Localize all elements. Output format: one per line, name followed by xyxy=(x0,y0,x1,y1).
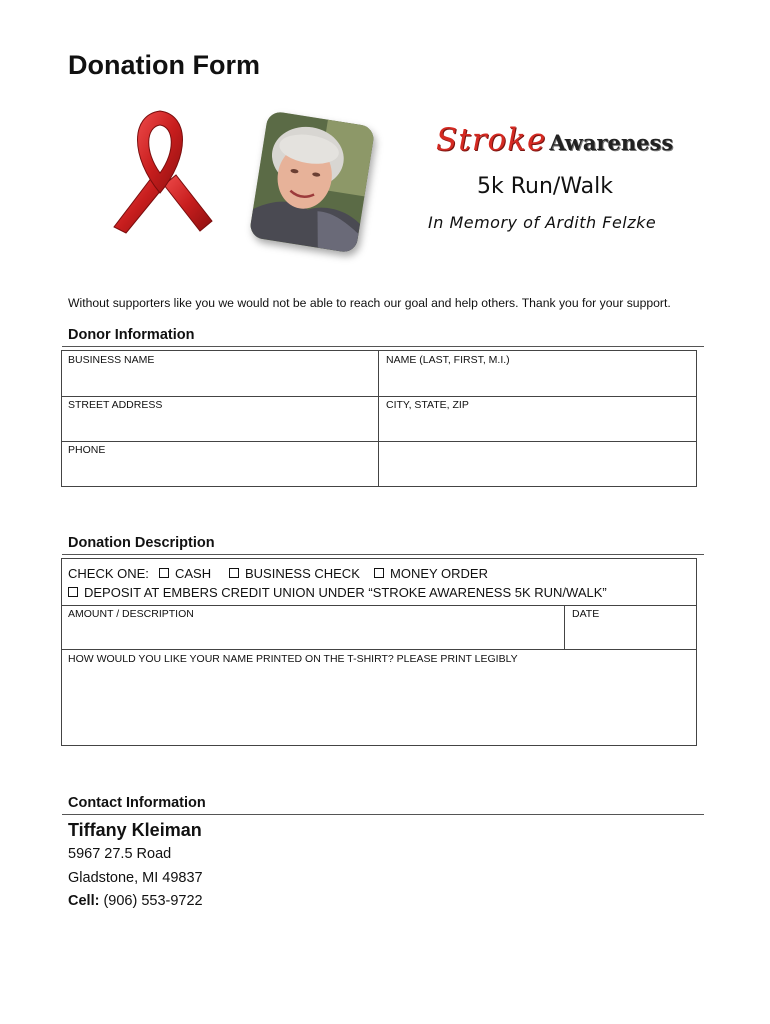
page-title: Donation Form xyxy=(68,50,260,80)
donation-table-row-divider xyxy=(62,649,696,650)
street-address-field[interactable]: STREET ADDRESS xyxy=(68,399,163,411)
contact-section-rule xyxy=(62,814,704,815)
business-name-field[interactable]: BUSINESS NAME xyxy=(68,354,155,366)
donation-table xyxy=(61,558,697,746)
cash-label: CASH xyxy=(175,566,212,581)
business-check-label: BUSINESS CHECK xyxy=(245,566,360,581)
event-name: 5k Run/Walk xyxy=(477,174,614,199)
date-field[interactable]: DATE xyxy=(572,608,600,620)
name-field[interactable]: NAME (LAST, FIRST, M.I.) xyxy=(386,354,510,366)
cell-number: (906) 553-9722 xyxy=(103,893,203,909)
memorial-photo xyxy=(249,110,376,253)
awareness-ribbon-icon xyxy=(100,105,220,240)
money-order-option[interactable] xyxy=(374,566,488,581)
contact-address-line-2: Gladstone, MI 49837 xyxy=(68,870,203,886)
cash-option[interactable] xyxy=(159,566,211,581)
contact-cell xyxy=(68,893,203,909)
donor-section-rule xyxy=(62,346,704,347)
contact-section-heading: Contact Information xyxy=(68,795,206,811)
contact-name: Tiffany Kleiman xyxy=(68,820,202,840)
money-order-label: MONEY ORDER xyxy=(390,566,488,581)
donation-table-divider xyxy=(564,605,565,649)
contact-address-line-1: 5967 27.5 Road xyxy=(68,846,172,862)
donor-section-heading: Donor Information xyxy=(68,327,195,343)
business-check-option[interactable] xyxy=(229,566,360,581)
check-one-label: CHECK ONE: xyxy=(68,566,149,581)
phone-field[interactable]: PHONE xyxy=(68,444,106,456)
checkbox-icon[interactable] xyxy=(374,568,384,578)
logo-stroke-word: Stroke xyxy=(436,122,547,158)
memorial-line: In Memory of Ardith Felzke xyxy=(428,213,657,232)
logo-awareness-word: Awareness xyxy=(549,130,674,155)
deposit-label: DEPOSIT AT EMBERS CREDIT UNION UNDER “STROKE AWARENESS 5K RUN/WALK” xyxy=(84,585,607,600)
tshirt-name-field[interactable]: HOW WOULD YOU LIKE YOUR NAME PRINTED ON THE T-SHIRT? PLEASE PRINT LEGIBLY xyxy=(68,653,518,665)
intro-text: Without supporters like you we would not be able to reach our goal and help others. Thank you for your support. xyxy=(68,296,671,310)
checkbox-icon[interactable] xyxy=(229,568,239,578)
donor-table-row-divider xyxy=(62,396,696,397)
cell-label: Cell: xyxy=(68,893,100,909)
payment-options-row xyxy=(68,566,149,581)
donor-table-divider xyxy=(378,351,379,486)
donation-section-rule xyxy=(62,554,704,555)
donation-section-heading: Donation Description xyxy=(68,535,215,551)
donor-table-row-divider xyxy=(62,441,696,442)
amount-description-field[interactable]: AMOUNT / DESCRIPTION xyxy=(68,608,194,620)
checkbox-icon[interactable] xyxy=(68,587,78,597)
donation-table-row-divider xyxy=(62,605,696,606)
checkbox-icon[interactable] xyxy=(159,568,169,578)
deposit-option[interactable] xyxy=(68,585,607,600)
stroke-awareness-logo xyxy=(436,122,674,166)
city-state-zip-field[interactable]: CITY, STATE, ZIP xyxy=(386,399,469,411)
donor-info-table xyxy=(61,350,697,487)
